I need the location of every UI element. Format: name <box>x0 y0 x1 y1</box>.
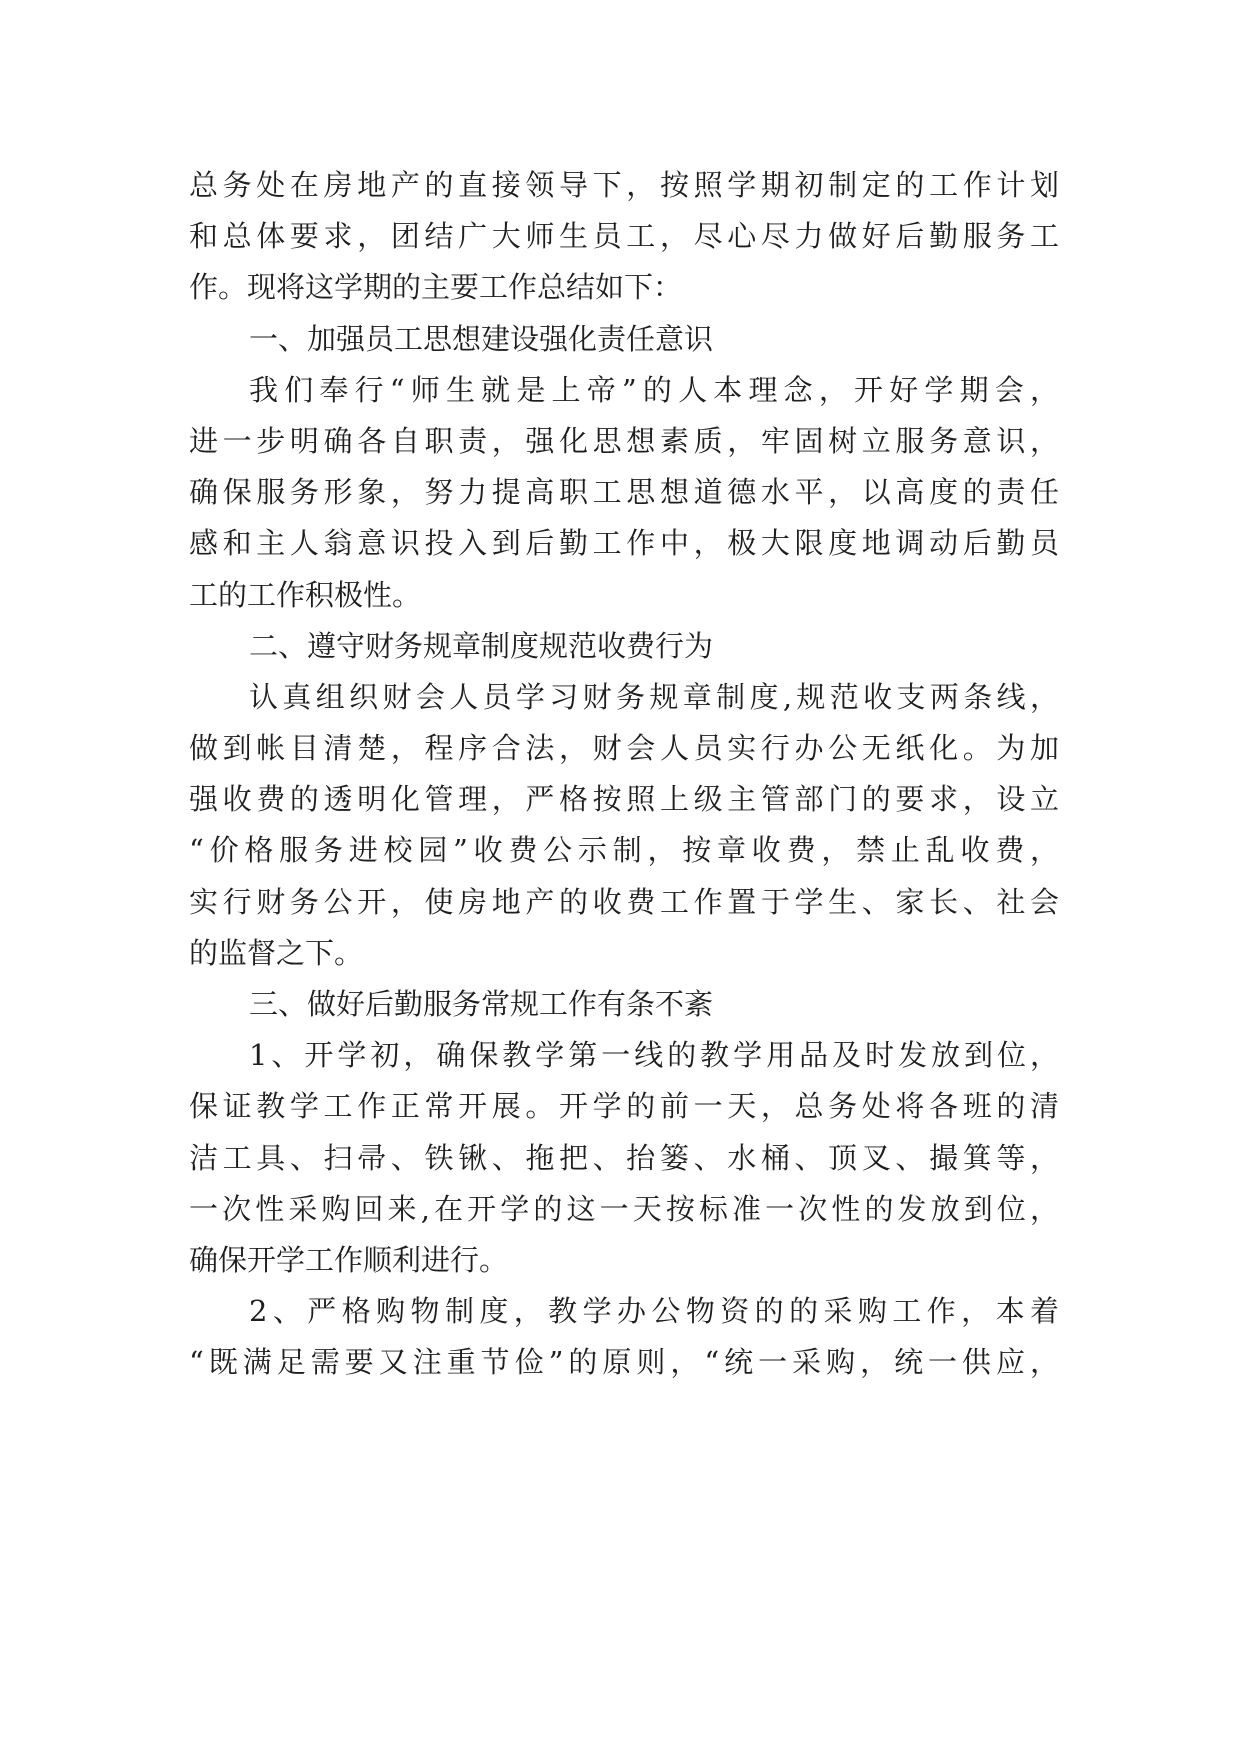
paragraph-2-line-4: 感和主人翁意识投入到后勤工作中，极大限度地调动后勤员 <box>189 526 1059 561</box>
item-1-line-3: 洁工具、扫帚、铁锹、拖把、抬篓、水桶、顶叉、撮箕等， <box>189 1140 1059 1175</box>
item-2-line-2: “既满足需要又注重节俭”的原则，“统一采购，统一供应， <box>189 1345 1059 1380</box>
item-1-line-2: 保证教学工作正常开展。开学的前一天，总务处将各班的清 <box>189 1089 1059 1124</box>
item-1-line-1: 1、开学初，确保教学第一线的教学用品及时发放到位， <box>249 1038 1059 1073</box>
paragraph-1-line-1: 总务处在房地产的直接领导下，按照学期初制定的工作计划 <box>189 168 1059 202</box>
paragraph-2-line-3: 确保服务形象，努力提高职工思想道德水平，以高度的责任 <box>189 475 1059 510</box>
section-heading-3: 三、做好后勤服务常规工作有条不紊 <box>249 987 714 1021</box>
paragraph-3-line-5: 实行财务公开，使房地产的收费工作置于学生、家长、社会 <box>189 884 1059 919</box>
section-heading-1: 一、加强员工思想建设强化责任意识 <box>249 321 714 356</box>
paragraph-2-line-1: 我们奉行“师生就是上帝”的人本理念，开好学期会， <box>249 372 1059 407</box>
paragraph-3-line-6: 的监督之下。 <box>189 935 364 970</box>
item-1-line-4: 一次性采购回来,在开学的这一天按标准一次性的发放到位， <box>189 1191 1059 1226</box>
paragraph-1-line-2: 和总体要求，团结广大师生员工，尽心尽力做好后勤服务工 <box>189 219 1059 254</box>
paragraph-3-line-4: “价格服务进校园”收费公示制，按章收费，禁止乱收费， <box>189 833 1059 868</box>
paragraph-3-line-3: 强收费的透明化管理，严格按照上级主管部门的要求，设立 <box>189 782 1059 817</box>
section-heading-2: 二、遵守财务规章制度规范收费行为 <box>249 628 714 663</box>
item-1-line-5: 确保开学工作顺利进行。 <box>189 1242 509 1277</box>
paragraph-3-line-2: 做到帐目清楚，程序合法，财会人员实行办公无纸化。为加 <box>189 731 1059 766</box>
document-body <box>189 160 1059 1389</box>
paragraph-2-line-5: 工的工作积极性。 <box>189 577 422 612</box>
paragraph-2-line-2: 进一步明确各自职责，强化思想素质，牢固树立服务意识， <box>189 423 1059 458</box>
item-2-line-1: 2、严格购物制度，教学办公物资的的采购工作，本着 <box>249 1294 1059 1329</box>
paragraph-3-line-1: 认真组织财会人员学习财务规章制度,规范收支两条线， <box>249 679 1059 714</box>
paragraph-1-line-3: 作。现将这学期的主要工作总结如下： <box>189 270 683 305</box>
